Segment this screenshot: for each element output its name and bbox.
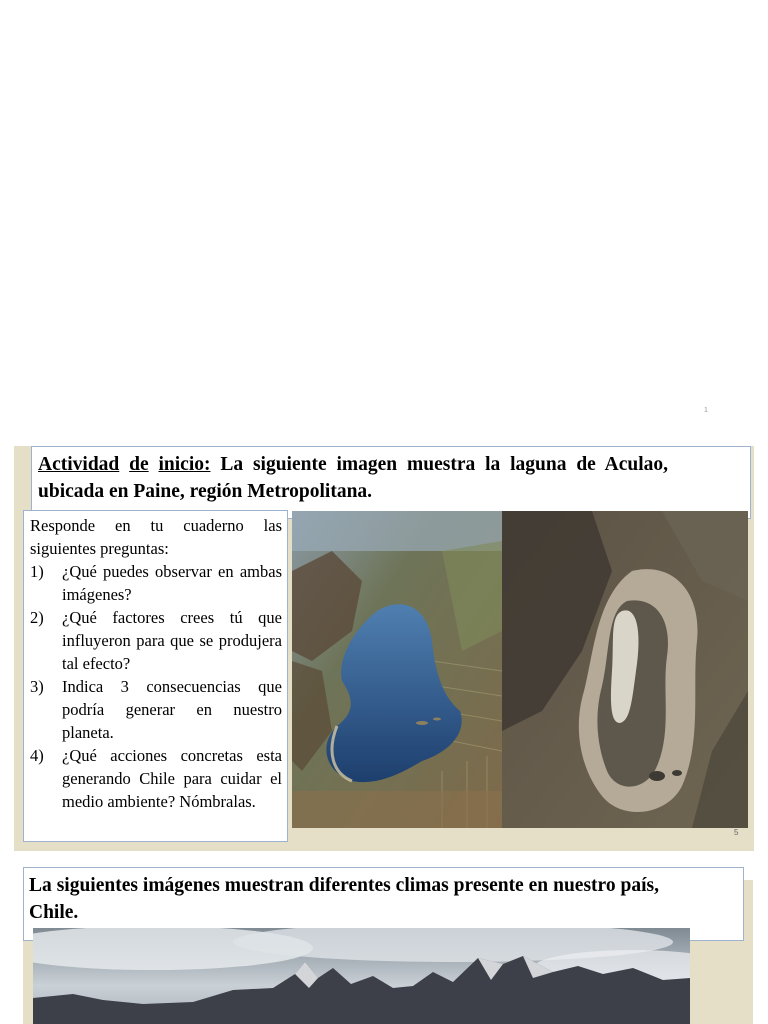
activity-label-word-3: inicio: (158, 454, 211, 475)
question-item-3 (30, 675, 282, 744)
lagoon-full-photo (292, 511, 502, 828)
lagoon-dry-photo (502, 511, 748, 828)
climates-title: La siguientes imágenes muestran diferentes climas presente en nuestro país, Chile. (29, 875, 659, 923)
questions-box (23, 510, 288, 842)
slide-number: 5 (734, 828, 739, 837)
page-number: 1 (704, 407, 708, 414)
mountain-photo (33, 928, 690, 1024)
question-item-4 (30, 744, 282, 813)
question-item-2 (30, 606, 282, 675)
activity-label-word-1: Actividad (38, 454, 120, 475)
question-number: 4) (30, 746, 44, 765)
activity-label-word-2: de (129, 454, 149, 475)
question-text: Indica 3 consecuencias que podría generar en nuestro planeta. (62, 677, 282, 742)
question-item-1 (30, 560, 282, 606)
question-number: 1) (30, 562, 44, 581)
questions-intro: Responde en tu cuaderno las siguientes preguntas: (30, 516, 282, 558)
question-number: 3) (30, 677, 44, 696)
activity-title (38, 451, 668, 505)
activity-title-text: La siguiente imagen muestra la laguna de Aculao, ubicada en Paine, región Metropolitana. (38, 454, 668, 502)
question-number: 2) (30, 608, 44, 627)
question-text: ¿Qué acciones concretas esta generando Chile para cuidar el medio ambiente? Nómbralas. (62, 746, 282, 811)
questions-list (30, 560, 282, 813)
activity-title-box (31, 446, 751, 519)
lagoon-photos (292, 511, 748, 828)
question-text: ¿Qué factores crees tú que influyeron para que se produjera tal efecto? (62, 608, 282, 673)
question-text: ¿Qué puedes observar en ambas imágenes? (62, 562, 282, 604)
